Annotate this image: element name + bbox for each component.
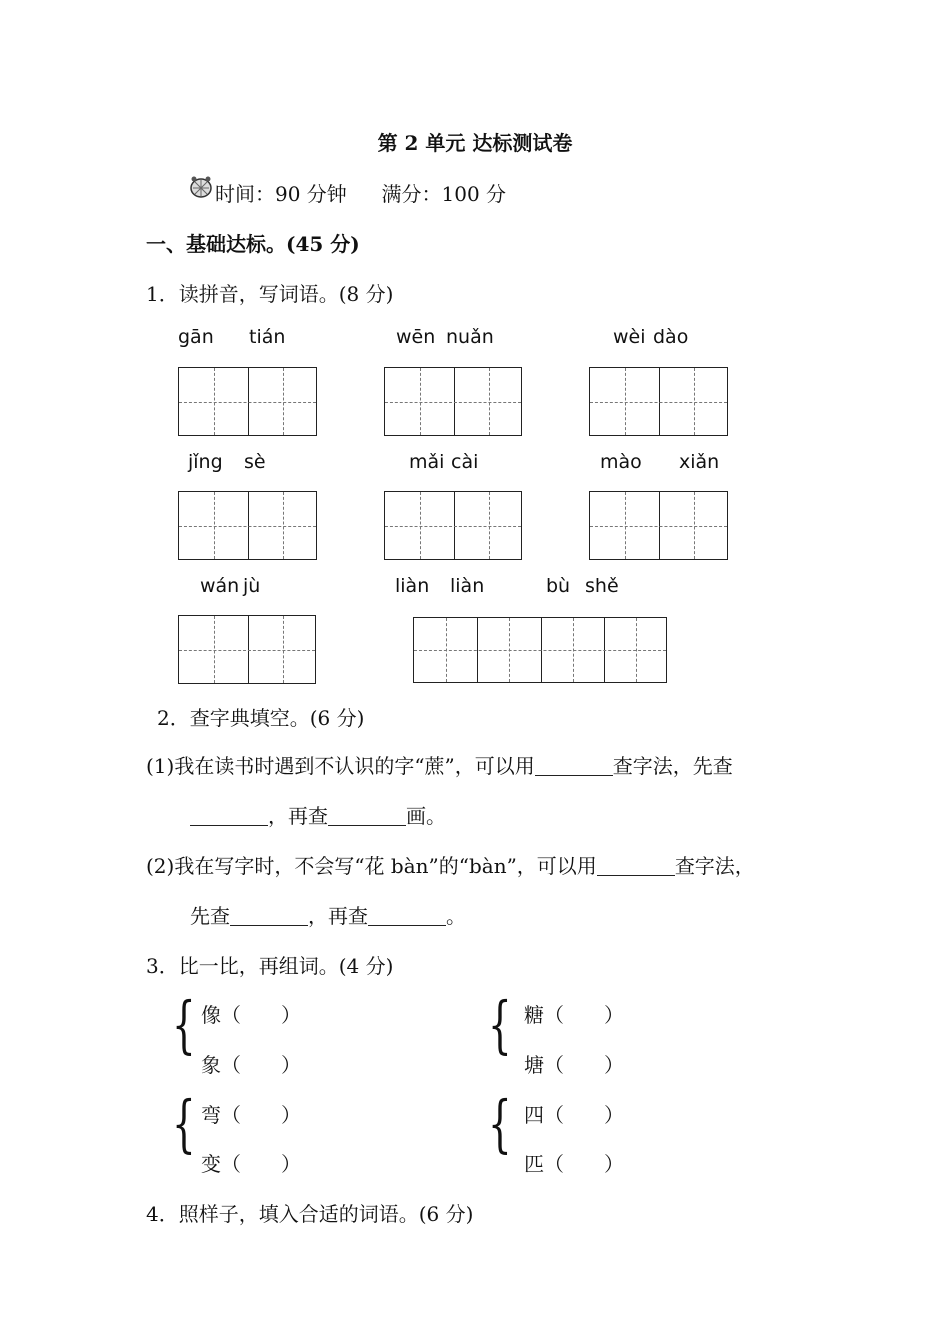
- answer-paren[interactable]: （ ）: [544, 1003, 624, 1027]
- text: 查字法，先查: [612, 754, 733, 778]
- pinyin: nuǎn: [446, 326, 494, 348]
- compare-word: 塘（ ）: [524, 1053, 624, 1077]
- pinyin: mǎi: [409, 451, 445, 473]
- text: (2)我在写字时，不会写“花 bàn”的“bàn”，可以用: [146, 854, 597, 878]
- answer-paren[interactable]: （ ）: [221, 1003, 301, 1027]
- text: 。: [446, 904, 466, 928]
- brace-icon: {: [172, 988, 196, 1061]
- answer-paren[interactable]: （ ）: [544, 1103, 624, 1127]
- pinyin: jǐng: [188, 451, 223, 473]
- compare-word: 弯（ ）: [201, 1103, 301, 1127]
- pinyin: gān: [178, 326, 214, 348]
- q2-part2-line2: [190, 900, 466, 929]
- writing-grid[interactable]: [384, 367, 522, 436]
- writing-grid[interactable]: [178, 491, 317, 560]
- text: 画。: [406, 804, 446, 828]
- pinyin: bù: [546, 575, 571, 597]
- pinyin: wēn: [396, 326, 436, 348]
- answer-blank[interactable]: [597, 855, 675, 876]
- pinyin: dào: [653, 326, 689, 348]
- compare-word: 四（ ）: [524, 1103, 624, 1127]
- writing-grid[interactable]: [589, 367, 728, 436]
- pinyin: wán: [200, 575, 240, 597]
- q2-part2-line1: [146, 850, 755, 879]
- pinyin: mào: [600, 451, 642, 473]
- question-4-prompt: 4．照样子，填入合适的词语。(6 分): [146, 1202, 474, 1226]
- brace-icon: {: [488, 988, 512, 1061]
- exam-meta: [215, 178, 506, 207]
- pinyin: tián: [249, 326, 286, 348]
- writing-grid[interactable]: [178, 367, 317, 436]
- compare-word: 象（ ）: [201, 1053, 301, 1077]
- pinyin: liàn: [395, 575, 430, 597]
- compare-word: 像（ ）: [201, 1003, 301, 1027]
- question-1-prompt: 1．读拼音，写词语。(8 分): [146, 282, 394, 306]
- answer-blank[interactable]: [230, 905, 308, 926]
- writing-grid[interactable]: [178, 615, 316, 684]
- text: 查字法，: [674, 854, 755, 878]
- writing-grid-4[interactable]: [413, 617, 667, 683]
- answer-paren[interactable]: （ ）: [221, 1053, 301, 1077]
- answer-paren[interactable]: （ ）: [221, 1103, 301, 1127]
- brace-icon: {: [488, 1087, 512, 1160]
- section-heading: 一、基础达标。(45 分): [146, 232, 360, 256]
- pinyin: cài: [451, 451, 479, 473]
- pinyin: jù: [243, 575, 261, 597]
- question-3-prompt: 3．比一比，再组词。(4 分): [146, 954, 394, 978]
- text: (1)我在读书时遇到不认识的字“蔗”，可以用: [146, 754, 535, 778]
- writing-grid[interactable]: [589, 491, 728, 560]
- writing-grid[interactable]: [384, 491, 522, 560]
- compare-word: 糖（ ）: [524, 1003, 624, 1027]
- clock-icon: [188, 175, 214, 199]
- pinyin: wèi: [613, 326, 646, 348]
- compare-word: 匹（ ）: [524, 1152, 624, 1176]
- answer-blank[interactable]: [535, 755, 613, 776]
- answer-blank[interactable]: [190, 805, 268, 826]
- time-limit: 时间：90 分钟: [215, 182, 347, 206]
- question-2-prompt: 2．查字典填空。(6 分): [157, 706, 365, 730]
- answer-blank[interactable]: [328, 805, 406, 826]
- page-title: 第 2 单元 达标测试卷: [377, 131, 573, 155]
- q2-part1-line2: [190, 800, 446, 829]
- answer-paren[interactable]: （ ）: [221, 1152, 301, 1176]
- brace-icon: {: [172, 1087, 196, 1160]
- compare-word: 变（ ）: [201, 1152, 301, 1176]
- text: ，再查: [308, 904, 368, 928]
- q2-part1-line1: [146, 750, 733, 779]
- pinyin: liàn: [450, 575, 485, 597]
- answer-blank[interactable]: [368, 905, 446, 926]
- text: 先查: [190, 904, 230, 928]
- pinyin: sè: [244, 451, 266, 473]
- pinyin: xiǎn: [679, 451, 720, 473]
- answer-paren[interactable]: （ ）: [544, 1053, 624, 1077]
- answer-paren[interactable]: （ ）: [544, 1152, 624, 1176]
- text: ，再查: [268, 804, 328, 828]
- full-score: 满分：100 分: [381, 182, 507, 206]
- pinyin: shě: [585, 575, 619, 597]
